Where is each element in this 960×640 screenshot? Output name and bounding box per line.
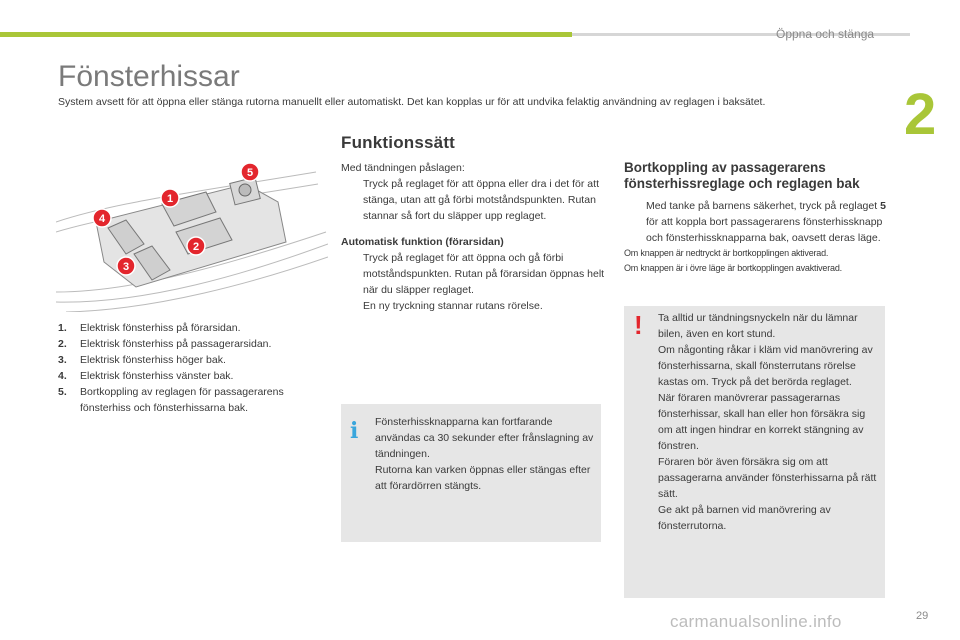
warning-box: [624, 306, 885, 598]
warning-text: Ta alltid ur tändningsnyckeln när du lämnar bilen, även en kort stund. Om någonting råkar i kläm vid manövrering av fönsterhissarna, skall fönsterrutans rörelse kastas om. Tryck på det berörda reglaget. När föraren manövrerar passagerarnas fönsterhissar, skall han eller hon försäkra sig om att ingen hindrar en korrekt stängning av fönstren. Föraren bör även försäkra sig om att passagerarna använder fönsterhissarna på rätt sätt. Ge akt på barnen vid manövrering av fönsterrutorna.: [658, 312, 877, 532]
funktion-heading: Funktionssätt: [341, 133, 456, 152]
list-item: Med tanke på barnens säkerhet, tryck på reglaget 5 för att koppla bort passagerarens fönsterhissknapp och fönsterhissknapparna bak, oavsett deras läge.: [624, 198, 899, 246]
callout-1: [161, 189, 179, 207]
page-number: 29: [916, 610, 929, 622]
funktion-section: [341, 160, 606, 314]
auto-heading: Automatisk funktion (förarsidan): [341, 236, 504, 248]
watermark: carmanualsonline.info: [670, 612, 842, 631]
note-activated: Om knappen är nedtryckt är bortkopplingen aktiverad.: [624, 248, 829, 258]
header-accent-bar: [0, 32, 572, 37]
callout-5: [241, 163, 259, 181]
bullet-icon: [341, 176, 363, 224]
illustration-legend: [58, 320, 328, 416]
intro-text: System avsett för att öppna eller stänga rutorna manuellt eller automatiskt. Det kan kopplas ur för att undvika felaktig användning av reglagen i baksätet.: [58, 96, 766, 108]
callout-4-label: 4: [98, 213, 106, 225]
page-title: Fönsterhissar: [58, 60, 240, 93]
bullet-icon: [624, 198, 646, 246]
callout-4: [93, 209, 111, 227]
info-text: Fönsterhissknapparna kan fortfarande användas ca 30 sekunder efter frånslagning av tändningen. Rutorna kan varken öppnas eller stängas efter att förardörren stängts.: [375, 416, 594, 492]
legend-item: 2. Elektrisk fönsterhiss på passagerarsidan.: [58, 338, 272, 350]
chapter-number: 2: [904, 82, 937, 147]
legend-item: 3. Elektrisk fönsterhiss höger bak.: [58, 354, 226, 366]
bortkoppling-heading: Bortkoppling av passagerarens fönsterhissreglage och reglagen bak: [624, 160, 860, 191]
legend-item: 4. Elektrisk fönsterhiss vänster bak.: [58, 370, 234, 382]
callout-2: [187, 237, 205, 255]
warning-icon: !: [634, 310, 643, 340]
bullet-icon: [341, 250, 363, 298]
callout-1-label: 1: [166, 193, 174, 205]
window-switch-illustration: [56, 162, 328, 312]
callout-2-label: 2: [192, 241, 200, 253]
funktion-lead: Med tändningen påslagen:: [341, 162, 465, 174]
note-deactivated: Om knappen är i övre läge är bortkopplingen avaktiverad.: [624, 263, 842, 273]
list-item: Tryck på reglaget för att öppna eller dra i det för att stänga, utan att gå förbi motståndspunkten. Rutan stannar så fort du släpper upp reglaget.: [341, 176, 606, 224]
bortkoppling-section: [624, 198, 899, 276]
info-box: [341, 404, 601, 542]
callout-5-label: 5: [246, 167, 254, 179]
legend-item: 5. Bortkoppling av reglagen för passagerarens fönsterhiss och fönsterhissarna bak.: [58, 386, 284, 414]
legend-item: 1. Elektrisk fönsterhiss på förarsidan.: [58, 322, 241, 334]
callout-3: [117, 257, 135, 275]
callout-3-label: 3: [122, 261, 130, 273]
list-item: En ny tryckning stannar rutans rörelse.: [341, 298, 606, 314]
section-title: Öppna och stänga: [776, 27, 875, 41]
info-icon: i: [350, 418, 359, 444]
list-item: Tryck på reglaget för att öppna och gå förbi motståndspunkten. Rutan på förarsidan öppnas helt när du släpper reglaget.: [341, 250, 606, 298]
bullet-icon: [341, 298, 363, 314]
